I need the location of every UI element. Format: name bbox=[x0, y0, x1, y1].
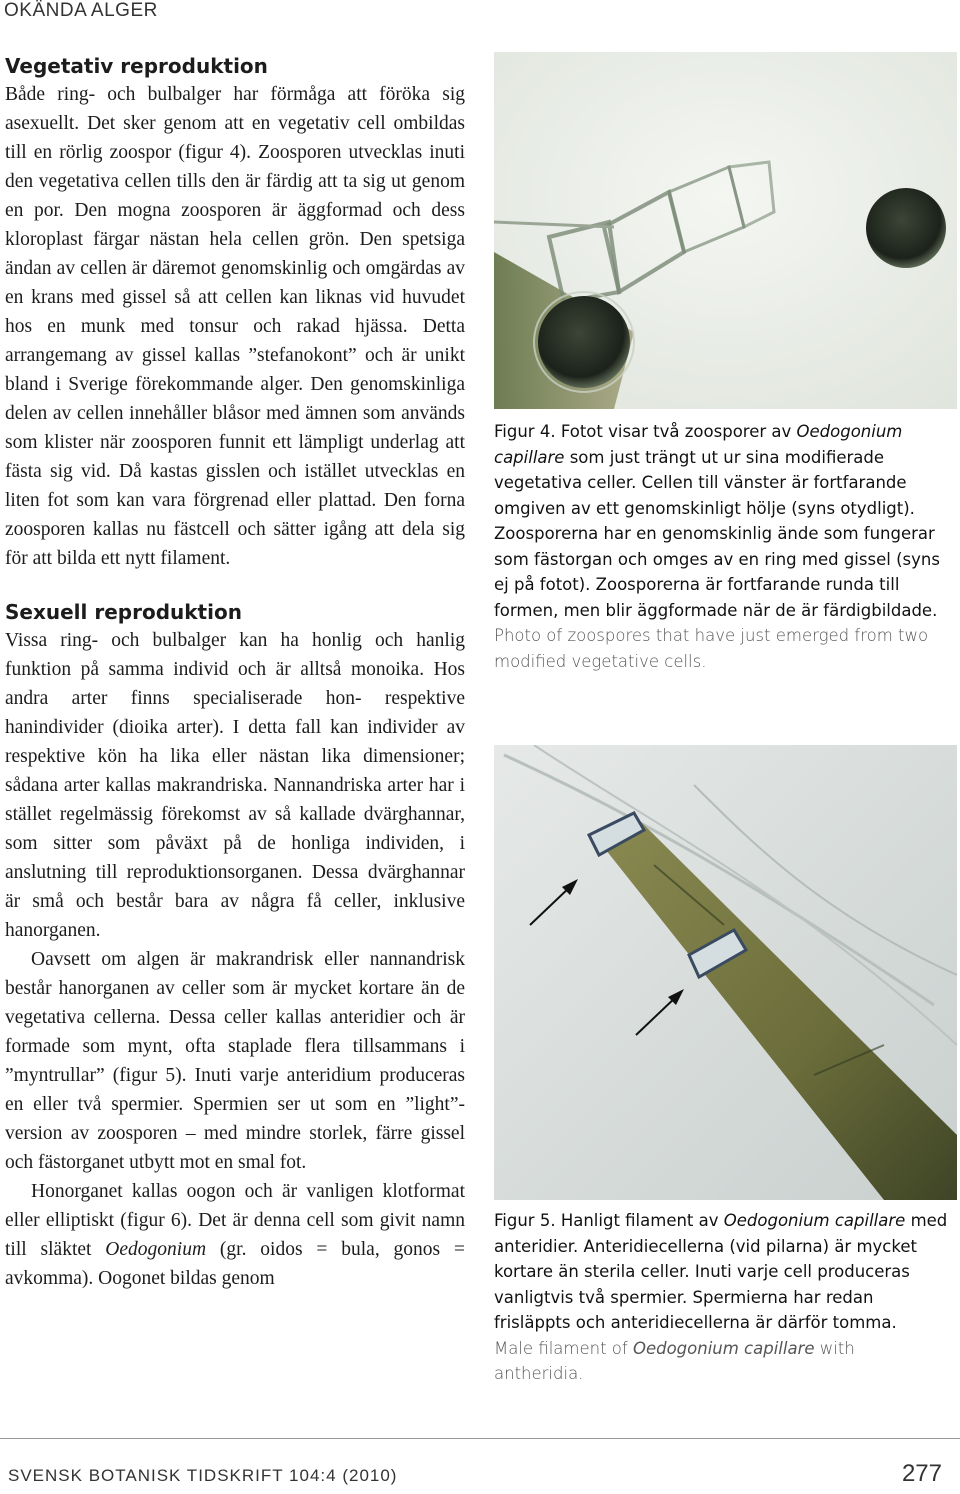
paragraph-sexual-3: Honorganet kallas oogon och är vanligen klotformat eller elliptiskt (figur 6). Det är denna cell som givit namn till släktet Oedogonium (gr. oidos = bula, gonos = avkomma). Oogonet bildas genom bbox=[5, 1181, 466, 1289]
figure-5-caption-sv: Figur 5. Hanligt filament av Oedogonium capillare med anteridier. Anteridiecellerna (vid pilarna) är mycket kortare än sterila celler. Inuti varje cell produceras vanligtvis två spermier. Spermierna har redan frisläppts och anteridiecellerna är därför tomma. bbox=[494, 1211, 948, 1332]
figure-4-caption-en: Photo of zoospores that have just emerged from two modified vegetative cells. bbox=[494, 626, 929, 671]
journal-footer: SVENSK BOTANISK TIDSKRIFT 104:4 (2010) bbox=[8, 1466, 398, 1485]
genus-name: Oedogonium bbox=[105, 1239, 207, 1260]
paragraph-sexual-1: Vissa ring- och bulbalger kan ha honlig och hanlig funktion på samma individ och är alltså monoika. Hos andra arter finns specialiserade hon- respektive hanindivider (dioika arter). I detta fall kan individer av respektive kön ha lika eller nästan lika dimensioner; sådana arter kallas makrandriska. Nannandriska arter har i stället regelmässig förekomst av så kallade dvärghannar, som sitter som påväxt på de honliga individen, i anslutning till reproduktionsorganen. Dessa dvärghannar är små och består bara av några få celler, inklusive hanorganen. bbox=[5, 630, 465, 941]
figure-5-caption-en: Male filament of Oedogonium capillare with antheridia. bbox=[494, 1338, 855, 1383]
paragraph-vegetative: Både ring- och bulbalger har förmåga att föröka sig asexuellt. Det sker genom att en vegetativ cell ombildas till en rörlig zoospor (figur 4). Zoosporen utvecklas inuti den vegetativa cellen tills den är färdig att ta sig ut genom en por. Den mogna zoosporen är äggformad och dess kloroplast färgar nästan hela cellen grön. Den spetsiga ändan av cellen är däremot genomskinlig och omgärdas av en krans med gissel så att cellen kan liknas vid huvudet hos en munk med tonsur och rakad hjässa. Detta arrangemang av gissel kallas ”stefanokont” och är unikt bland i Sverige förekommande alger. Den genomskinliga delen av cellen innehåller blåsor med ämnen som används som klister när zoosporen funnit ett lämpligt underlag att fästa sig vid. Då kastas gisslen och istället utvecklas en liten fot som kan vara förgrenad eller plattad. Den forna zoosporen kallas nu fästcell och sätter igång att dela sig för att bilda ett nytt filament. bbox=[5, 84, 465, 569]
species-name-en: Oedogonium capillare bbox=[632, 1338, 815, 1358]
figure-5-caption bbox=[494, 1208, 949, 1387]
figure-4-photo bbox=[494, 52, 957, 409]
figure-4-caption bbox=[494, 419, 949, 674]
footer-rule bbox=[0, 1438, 960, 1439]
main-text-column bbox=[5, 52, 465, 1293]
species-name: Oedogonium capillare bbox=[494, 422, 903, 467]
paragraph-sexual-2: Oavsett om algen är makrandrisk eller nannandrisk består hanorganen av celler som är mycket kortare än de vegetativa cellerna. Dessa celler kallas anteridier och är formade som mynt, ofta staplade flera tillsammans i ”myntrullar” (figur 5). Inuti varje anteridium produceras en eller två spermier. Spermien ser ut som en ”light”-version av zoosporen – med mindre storlek, färre gissel och fästorganet utbytt mot en smal fot. bbox=[5, 949, 465, 1173]
figure-5-photo bbox=[494, 745, 957, 1200]
page-number: 277 bbox=[901, 1460, 942, 1487]
heading-vegetative-reproduction: Vegetativ reproduktion bbox=[5, 54, 268, 78]
heading-sexual-reproduction: Sexuell reproduktion bbox=[5, 600, 242, 624]
species-name: Oedogonium capillare bbox=[723, 1211, 906, 1230]
figure-4-caption-sv: Figur 4. Fotot visar två zoosporer av Oedogonium capillare som just trängt ut ur sina modifierade vegetativa celler. Cellen till vänster är fortfarande omgiven av ett genomskinligt hölje (syns otydligt). Zoosporerna har en genomskinlig ände som fungerar som fästorgan och omges av en ring med gissel (syns ej på fotot). Zoosporerna är fortfarande runda till formen, men blir äggformade när de är färdigbildade. bbox=[494, 422, 940, 620]
running-header: OKÄNDA ALGER bbox=[4, 0, 158, 21]
